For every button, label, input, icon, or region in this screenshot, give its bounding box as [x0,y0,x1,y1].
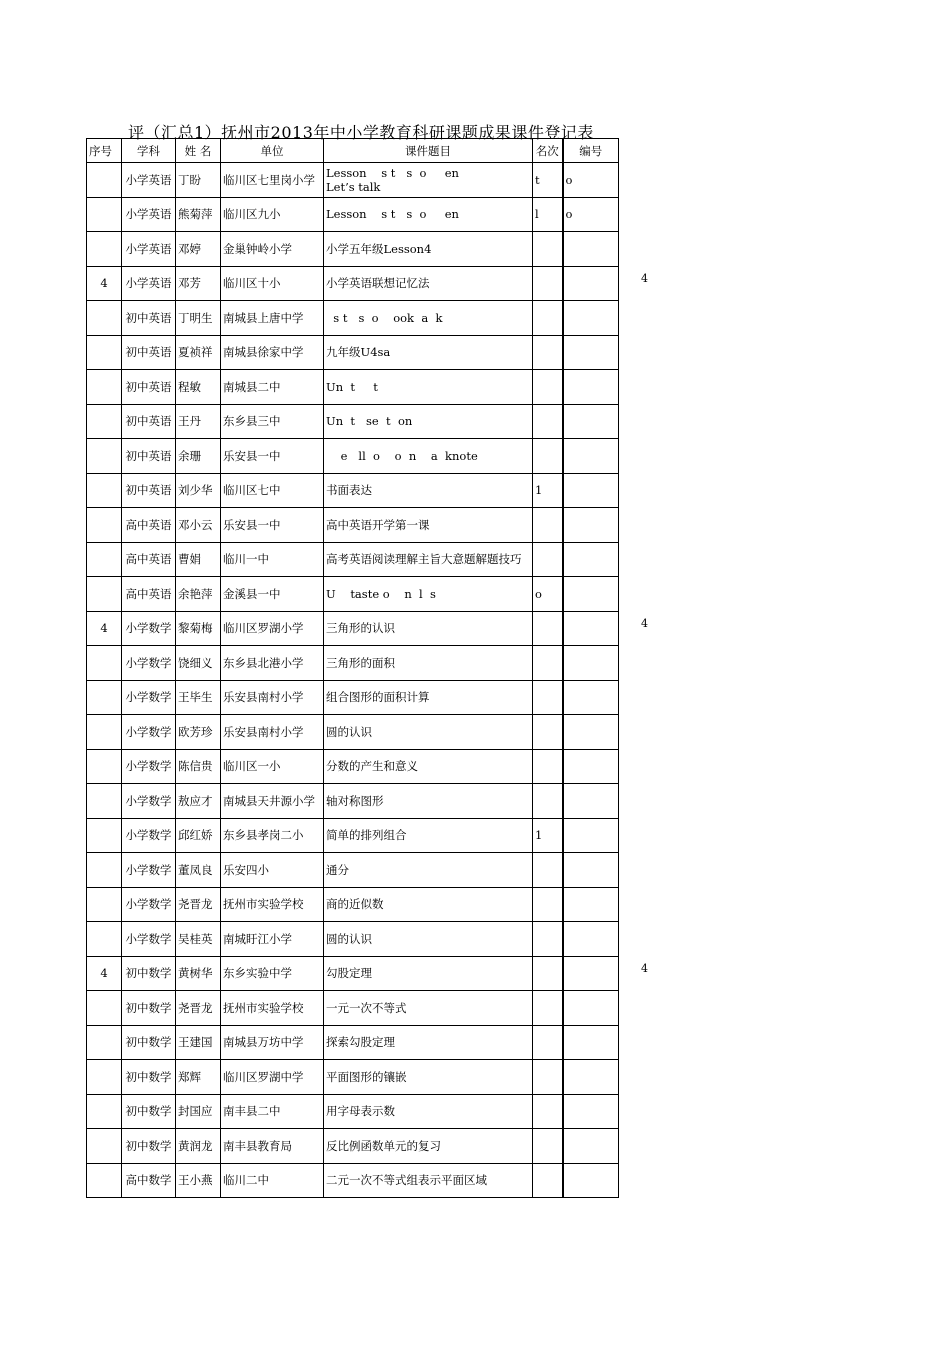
cell-name: 王小燕 [176,1163,221,1198]
registration-table [86,138,619,1198]
cell-unit: 乐安县南村小学 [221,715,324,750]
cell-name: 黄树华 [176,956,221,991]
cell-unit: 临川二中 [221,1163,324,1198]
cell-subject: 初中数学 [122,991,176,1026]
cell-code [563,1025,619,1060]
cell-topic: s t s o ook a k [324,301,533,336]
cell-unit: 南丰县二中 [221,1094,324,1129]
cell-name: 邱红娇 [176,818,221,853]
cell-seq [87,508,122,543]
cell-topic: 三角形的面积 [324,646,533,681]
cell-code [563,680,619,715]
cell-name: 夏祯祥 [176,335,221,370]
cell-seq [87,680,122,715]
cell-code [563,922,619,957]
cell-name: 余艳萍 [176,577,221,612]
cell-subject: 小学数学 [122,887,176,922]
cell-unit: 东乡县孝岗二小 [221,818,324,853]
cell-rank [533,991,563,1026]
cell-code [563,266,619,301]
cell-subject: 小学数学 [122,646,176,681]
table-row [87,715,619,750]
header-seq: 序号 [87,139,122,163]
cell-unit: 临川区七里岗小学 [221,163,324,198]
cell-name: 邓婷 [176,232,221,267]
table-row [87,991,619,1026]
cell-code [563,232,619,267]
cell-name: 余珊 [176,439,221,474]
cell-code [563,611,619,646]
cell-code [563,853,619,888]
cell-topic: 高考英语阅读理解主旨大意题解题技巧 [324,542,533,577]
cell-code [563,991,619,1026]
cell-rank [533,1025,563,1060]
table-row [87,749,619,784]
cell-rank [533,646,563,681]
table-row [87,922,619,957]
cell-rank [533,370,563,405]
cell-subject: 小学英语 [122,163,176,198]
cell-code [563,542,619,577]
cell-unit: 抚州市实验学校 [221,887,324,922]
cell-unit: 临川区十小 [221,266,324,301]
cell-name: 丁盼 [176,163,221,198]
table-row [87,853,619,888]
cell-rank [533,1163,563,1198]
cell-topic: 反比例函数单元的复习 [324,1129,533,1164]
cell-unit: 抚州市实验学校 [221,991,324,1026]
cell-code [563,646,619,681]
cell-topic: 商的近似数 [324,887,533,922]
cell-seq [87,1094,122,1129]
cell-unit: 南城县二中 [221,370,324,405]
cell-topic: e ll o o n a knote [324,439,533,474]
cell-unit: 南丰县教育局 [221,1129,324,1164]
cell-subject: 小学数学 [122,784,176,819]
table-row [87,542,619,577]
cell-subject: 初中数学 [122,1025,176,1060]
cell-subject: 小学数学 [122,715,176,750]
table-row [87,956,619,991]
cell-seq [87,439,122,474]
header-rank: 名次 [533,139,563,163]
cell-unit: 南城县徐家中学 [221,335,324,370]
cell-name: 吴桂英 [176,922,221,957]
cell-code [563,1094,619,1129]
cell-name: 程敏 [176,370,221,405]
cell-name: 熊菊萍 [176,197,221,232]
cell-code [563,577,619,612]
cell-rank [533,853,563,888]
header-topic: 课件题目 [324,139,533,163]
cell-topic: 平面图形的镶嵌 [324,1060,533,1095]
cell-seq [87,749,122,784]
cell-name: 刘少华 [176,473,221,508]
cell-rank [533,611,563,646]
cell-rank [533,1094,563,1129]
cell-seq [87,163,122,198]
cell-name: 黎菊梅 [176,611,221,646]
cell-topic: 小学五年级Lesson4 [324,232,533,267]
cell-name: 陈信贵 [176,749,221,784]
cell-unit: 临川一中 [221,542,324,577]
cell-seq: 4 [87,956,122,991]
cell-subject: 小学数学 [122,749,176,784]
header-unit: 单位 [221,139,324,163]
cell-topic: 组合图形的面积计算 [324,680,533,715]
cell-topic: Lesson s t s o en [324,197,533,232]
cell-topic: 勾股定理 [324,956,533,991]
cell-unit: 南城县天井源小学 [221,784,324,819]
cell-seq [87,1060,122,1095]
table-row [87,301,619,336]
cell-unit: 临川区七中 [221,473,324,508]
cell-subject: 初中英语 [122,439,176,474]
cell-unit: 金巢钟岭小学 [221,232,324,267]
cell-code: o [563,163,619,198]
cell-name: 王丹 [176,404,221,439]
cell-seq [87,232,122,267]
cell-subject: 初中数学 [122,1060,176,1095]
cell-topic: 一元一次不等式 [324,991,533,1026]
table-row [87,163,619,198]
cell-seq [87,370,122,405]
cell-rank [533,439,563,474]
table-row [87,611,619,646]
table-row [87,473,619,508]
cell-name: 董凤良 [176,853,221,888]
cell-name: 尧晋龙 [176,991,221,1026]
cell-code [563,1129,619,1164]
cell-seq [87,853,122,888]
cell-name: 王建国 [176,1025,221,1060]
cell-topic: 分数的产生和意义 [324,749,533,784]
cell-topic: 九年级U4sa [324,335,533,370]
cell-rank: 1 [533,818,563,853]
cell-topic: Un t se t on [324,404,533,439]
cell-rank: 1 [533,473,563,508]
table-row [87,197,619,232]
cell-rank: l [533,197,563,232]
cell-code [563,335,619,370]
table-row [87,1163,619,1198]
cell-code: o [563,197,619,232]
cell-subject: 初中英语 [122,335,176,370]
cell-rank [533,784,563,819]
cell-code [563,1163,619,1198]
cell-code [563,1060,619,1095]
cell-subject: 高中英语 [122,577,176,612]
header-name: 姓 名 [176,139,221,163]
side-number: 4 [641,617,648,630]
cell-name: 丁明生 [176,301,221,336]
cell-subject: 小学数学 [122,922,176,957]
header-subject: 学科 [122,139,176,163]
table-row [87,335,619,370]
cell-rank [533,680,563,715]
cell-rank [533,301,563,336]
cell-seq [87,1163,122,1198]
table-row [87,1094,619,1129]
table-row [87,818,619,853]
cell-topic: 简单的排列组合 [324,818,533,853]
cell-unit: 临川区罗湖中学 [221,1060,324,1095]
cell-topic: 圆的认识 [324,922,533,957]
cell-unit: 乐安四小 [221,853,324,888]
cell-seq [87,301,122,336]
cell-name: 郑辉 [176,1060,221,1095]
cell-unit: 东乡县三中 [221,404,324,439]
cell-code [563,818,619,853]
side-number: 4 [641,272,648,285]
cell-subject: 小学数学 [122,853,176,888]
cell-subject: 高中英语 [122,542,176,577]
cell-seq [87,577,122,612]
cell-subject: 小学数学 [122,611,176,646]
cell-code [563,784,619,819]
cell-rank [533,1060,563,1095]
cell-unit: 临川区一小 [221,749,324,784]
cell-seq: 4 [87,611,122,646]
cell-topic: 高中英语开学第一课 [324,508,533,543]
table-row [87,680,619,715]
cell-subject: 初中英语 [122,473,176,508]
cell-seq [87,887,122,922]
cell-seq [87,818,122,853]
cell-rank: o [533,577,563,612]
cell-unit: 东乡实验中学 [221,956,324,991]
cell-unit: 金溪县一中 [221,577,324,612]
table-row [87,784,619,819]
cell-seq [87,404,122,439]
cell-rank [533,956,563,991]
cell-code [563,404,619,439]
table-row [87,1025,619,1060]
cell-rank [533,508,563,543]
cell-subject: 小学英语 [122,197,176,232]
cell-subject: 初中英语 [122,301,176,336]
cell-seq [87,1129,122,1164]
cell-seq: 4 [87,266,122,301]
cell-unit: 乐安县一中 [221,439,324,474]
cell-subject: 小学英语 [122,266,176,301]
cell-name: 封国应 [176,1094,221,1129]
cell-subject: 高中英语 [122,508,176,543]
cell-name: 王毕生 [176,680,221,715]
cell-subject: 高中数学 [122,1163,176,1198]
cell-seq [87,784,122,819]
cell-seq [87,542,122,577]
cell-name: 邓小云 [176,508,221,543]
cell-topic: 圆的认识 [324,715,533,750]
cell-rank [533,922,563,957]
table-row [87,646,619,681]
cell-topic: 三角形的认识 [324,611,533,646]
cell-subject: 初中数学 [122,1129,176,1164]
cell-rank [533,887,563,922]
cell-seq [87,991,122,1026]
cell-name: 邓芳 [176,266,221,301]
cell-rank [533,404,563,439]
cell-rank [533,749,563,784]
cell-subject: 初中英语 [122,404,176,439]
cell-topic: U taste o n l s [324,577,533,612]
cell-name: 饶细义 [176,646,221,681]
cell-topic: 探索勾股定理 [324,1025,533,1060]
header-code: 编号 [563,139,619,163]
cell-topic: Un t t [324,370,533,405]
table-row [87,404,619,439]
cell-code [563,439,619,474]
cell-seq [87,715,122,750]
cell-seq [87,646,122,681]
cell-name: 黄润龙 [176,1129,221,1164]
table-row [87,508,619,543]
cell-subject: 初中英语 [122,370,176,405]
cell-seq [87,197,122,232]
cell-rank [533,715,563,750]
cell-code [563,508,619,543]
cell-name: 敖应才 [176,784,221,819]
table-row [87,1060,619,1095]
cell-seq [87,335,122,370]
cell-rank [533,335,563,370]
page-title: 评（汇总1）抚州市2013年中小学教育科研课题成果课件登记表 [128,123,594,142]
cell-unit: 乐安县南村小学 [221,680,324,715]
table-row [87,232,619,267]
cell-name: 尧晋龙 [176,887,221,922]
cell-name: 曹娟 [176,542,221,577]
side-number: 4 [641,962,648,975]
cell-subject: 初中数学 [122,956,176,991]
cell-unit: 乐安县一中 [221,508,324,543]
cell-code [563,370,619,405]
table-row [87,370,619,405]
cell-subject: 初中数学 [122,1094,176,1129]
table-row [87,439,619,474]
cell-code [563,887,619,922]
table-header-row [87,139,619,163]
cell-topic: 轴对称图形 [324,784,533,819]
cell-rank [533,1129,563,1164]
table-row [87,266,619,301]
cell-code [563,473,619,508]
table-row [87,1129,619,1164]
cell-rank [533,232,563,267]
cell-unit: 临川区九小 [221,197,324,232]
cell-unit: 东乡县北港小学 [221,646,324,681]
cell-unit: 南城盱江小学 [221,922,324,957]
cell-unit: 南城县上唐中学 [221,301,324,336]
cell-unit: 临川区罗湖小学 [221,611,324,646]
cell-subject: 小学英语 [122,232,176,267]
cell-subject: 小学数学 [122,818,176,853]
cell-subject: 小学数学 [122,680,176,715]
cell-code [563,956,619,991]
cell-seq [87,473,122,508]
cell-unit: 南城县万坊中学 [221,1025,324,1060]
cell-seq [87,922,122,957]
table-row [87,577,619,612]
cell-topic: 用字母表示数 [324,1094,533,1129]
cell-topic: 二元一次不等式组表示平面区域 [324,1163,533,1198]
cell-seq [87,1025,122,1060]
cell-name: 欧芳珍 [176,715,221,750]
cell-rank [533,266,563,301]
cell-rank [533,542,563,577]
cell-topic: 书面表达 [324,473,533,508]
cell-code [563,715,619,750]
cell-topic: 小学英语联想记忆法 [324,266,533,301]
cell-code [563,749,619,784]
cell-rank: t [533,163,563,198]
cell-topic: Lesson s t s o en Let’s talk [324,163,533,198]
table-row [87,887,619,922]
cell-topic: 通分 [324,853,533,888]
cell-code [563,301,619,336]
